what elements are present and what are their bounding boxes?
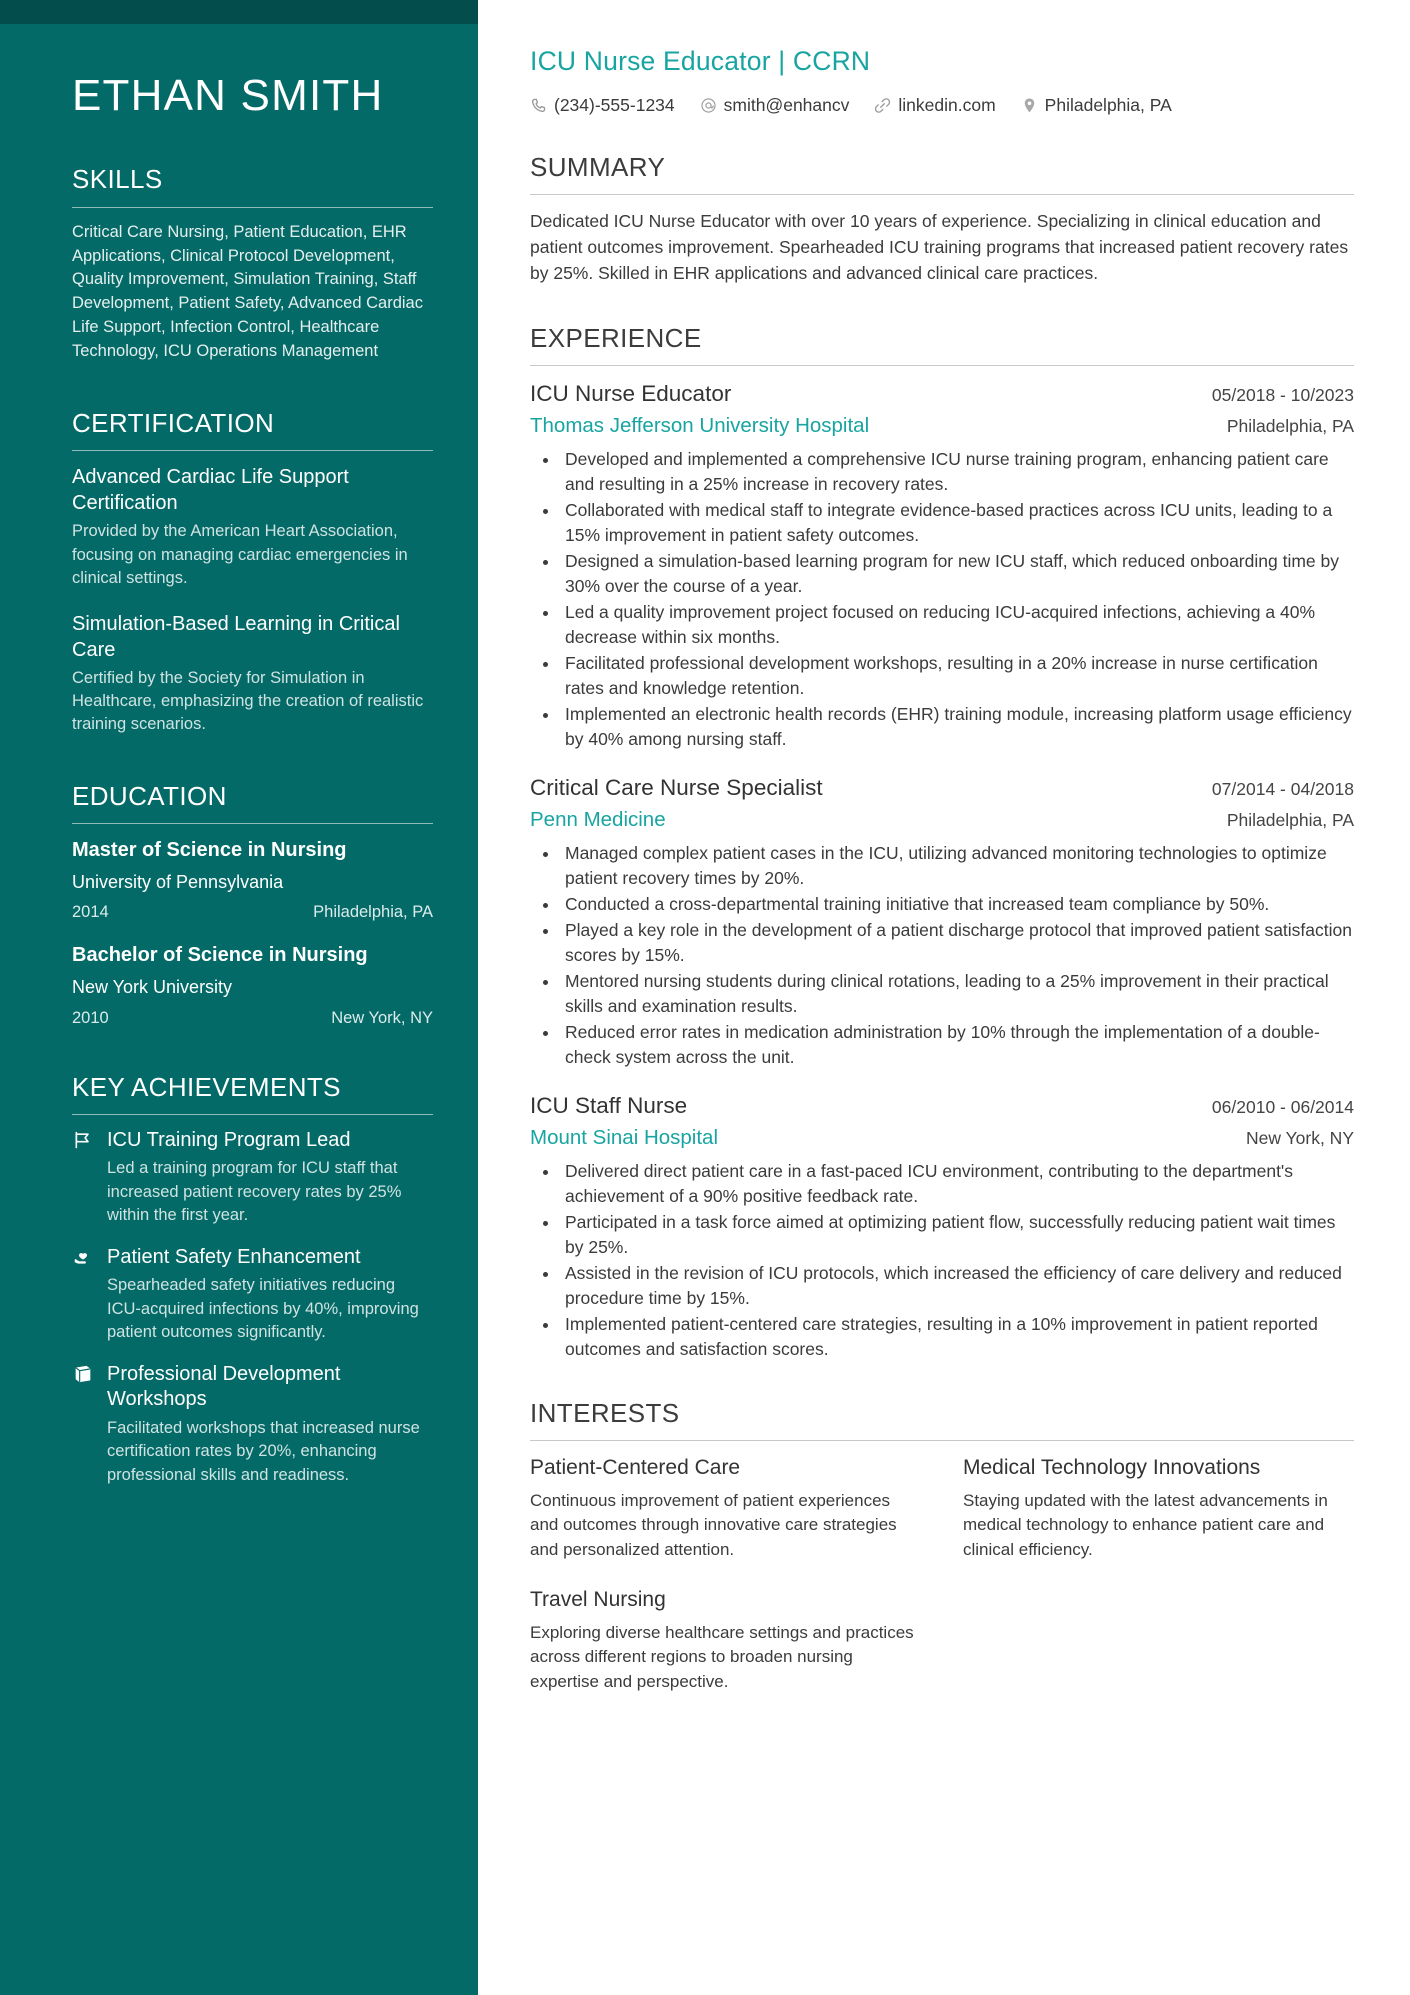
link-icon — [874, 97, 891, 114]
interest-title: Patient-Centered Care — [530, 1456, 741, 1480]
location-pin-icon — [1021, 97, 1038, 114]
education-item — [72, 837, 433, 922]
experience-title-row — [530, 379, 1354, 408]
achievement-item — [72, 1362, 433, 1487]
email-icon — [700, 97, 717, 114]
experience-bullets — [530, 447, 1354, 752]
achievement-header — [72, 1245, 433, 1271]
experience-section — [530, 323, 1354, 1362]
book-icon — [72, 1362, 94, 1386]
interests-section — [530, 1398, 1354, 1695]
education-meta — [72, 903, 433, 922]
experience-title-row — [530, 1091, 1354, 1120]
interest-description: Staying updated with the latest advancements in medical technology to enhance patient care and clinical efficiency. — [963, 1490, 1328, 1559]
divider — [72, 207, 433, 208]
certification-item — [72, 464, 433, 590]
achievement-description: Spearheaded safety initiatives reducing ICU-acquired infections by 40%, improving patient outcomes significantly. — [107, 1276, 419, 1342]
divider — [72, 1114, 433, 1115]
skills-section — [72, 164, 433, 364]
education-year: 2014 — [72, 903, 109, 922]
certification-description: Certified by the Society for Simulation in Healthcare, emphasizing the creation of realistic training scenarios. — [72, 668, 424, 734]
experience-bullet: • Delivered direct patient care in a fast-paced ICU environment, contributing to the department's achievement of a 90% positive feedback rate. — [560, 1159, 1354, 1209]
contact-location — [1021, 95, 1172, 116]
certification-description: Provided by the American Heart Association, focusing on managing cardiac emergencies in clinical settings. — [72, 522, 408, 588]
experience-bullet: • Mentored nursing students during clinical rotations, leading to a 25% improvement in their practical skills and examination results. — [560, 969, 1354, 1019]
achievement-title: ICU Training Program Lead — [107, 1128, 351, 1151]
certification-section — [72, 408, 433, 737]
experience-company: Mount Sinai Hospital — [530, 1126, 719, 1150]
education-degree: Master of Science in Nursing — [72, 839, 347, 862]
certification-item — [72, 611, 433, 737]
experience-company: Thomas Jefferson University Hospital — [530, 414, 870, 438]
heart-in-hand-icon — [72, 1245, 94, 1269]
sidebar-top-band — [0, 0, 478, 24]
contact-location-text: Philadelphia, PA — [1044, 94, 1172, 115]
experience-bullet: • Led a quality improvement project focused on reducing ICU-acquired infections, achieving a 40% decrease within six months. — [560, 600, 1354, 650]
experience-dates: 06/2010 - 06/2014 — [1211, 1097, 1354, 1118]
interest-title: Medical Technology Innovations — [963, 1456, 1261, 1480]
education-location: New York, NY — [331, 1008, 433, 1027]
experience-heading: EXPERIENCE — [530, 322, 702, 353]
divider — [530, 1440, 1354, 1441]
education-location: Philadelphia, PA — [313, 903, 433, 922]
experience-bullet: • Implemented an electronic health records (EHR) training module, increasing platform usage efficiency by 40% among nursing staff. — [560, 702, 1354, 752]
divider — [530, 194, 1354, 195]
achievement-item — [72, 1245, 433, 1345]
key-achievements-section — [72, 1072, 433, 1487]
experience-title-row — [530, 773, 1354, 802]
experience-bullet: • Facilitated professional development workshops, resulting in a 20% increase in nurse certification rates and knowledge retention. — [560, 651, 1354, 701]
achievement-title: Professional Development Workshops — [107, 1362, 341, 1411]
skills-list: Critical Care Nursing, Patient Education, EHR Applications, Clinical Protocol Development, Quality Improvement, Simulation Training, Staff Development, Patient Safety, Advanced Cardiac Life Support, Infection Control, Healthcare Technology, ICU Operations Management — [72, 222, 423, 361]
experience-bullets — [530, 841, 1354, 1070]
interest-description: Continuous improvement of patient experiences and outcomes through innovative care strategies and personalized attention. — [530, 1490, 897, 1559]
candidate-name: ETHAN SMITH — [72, 71, 384, 120]
experience-bullet: • Participated in a task force aimed at optimizing patient flow, successfully reducing patient wait times by 25%. — [560, 1210, 1354, 1260]
experience-company-row — [530, 807, 1354, 834]
contact-link[interactable] — [874, 95, 995, 116]
certification-title: Advanced Cardiac Life Support Certification — [72, 466, 349, 515]
experience-bullet: • Developed and implemented a comprehensive ICU nurse training program, enhancing patient care and resulting in a 25% increase in recovery rates. — [560, 447, 1354, 497]
education-section — [72, 781, 433, 1028]
experience-bullet: • Assisted in the revision of ICU protocols, which increased the efficiency of care delivery and reduced procedure time by 15%. — [560, 1261, 1354, 1311]
education-meta — [72, 1009, 433, 1028]
education-heading: EDUCATION — [72, 780, 227, 811]
education-school: University of Pennsylvania — [72, 872, 284, 893]
achievement-header — [72, 1128, 433, 1154]
contact-phone[interactable] — [530, 95, 675, 116]
experience-dates: 05/2018 - 10/2023 — [1211, 384, 1354, 405]
education-item — [72, 942, 433, 1027]
divider — [530, 365, 1354, 366]
key-achievements-heading: KEY ACHIEVEMENTS — [72, 1071, 341, 1102]
experience-bullet: • Managed complex patient cases in the ICU, utilizing advanced monitoring technologies to optimize patient recovery times by 20%. — [560, 841, 1354, 891]
achievement-description: Led a training program for ICU staff that increased patient recovery rates by 25% within the first year. — [107, 1159, 402, 1225]
achievement-header — [72, 1362, 433, 1413]
headline: ICU Nurse Educator | CCRN — [530, 46, 871, 76]
experience-role: Critical Care Nurse Specialist — [530, 775, 823, 800]
experience-company-row — [530, 413, 1354, 440]
summary-text: Dedicated ICU Nurse Educator with over 10 years of experience. Specializing in clinical education and patient outcomes improvement. Spearheaded ICU training programs that increased patient recovery rates by 25%. Skilled in EHR applications and advanced clinical care practices. — [530, 210, 1349, 284]
education-degree: Bachelor of Science in Nursing — [72, 944, 368, 967]
education-school: New York University — [72, 977, 233, 998]
flag-icon — [72, 1128, 94, 1152]
experience-bullet: • Implemented patient-centered care strategies, resulting in a 10% improvement in patient reported outcomes and satisfaction scores. — [560, 1312, 1354, 1362]
experience-bullet: • Reduced error rates in medication administration by 10% through the implementation of a double-check system across the unit. — [560, 1020, 1354, 1070]
experience-bullet: • Collaborated with medical staff to integrate evidence-based practices across ICU units, leading to a 15% improvement in patient safety outcomes. — [560, 498, 1354, 548]
main-column — [478, 0, 1410, 1995]
achievement-item — [72, 1128, 433, 1228]
skills-heading: SKILLS — [72, 164, 163, 195]
experience-bullets — [530, 1159, 1354, 1362]
achievement-title: Patient Safety Enhancement — [107, 1245, 361, 1268]
interest-title: Travel Nursing — [530, 1588, 666, 1612]
interests-grid — [530, 1454, 1354, 1694]
experience-location: Philadelphia, PA — [1226, 416, 1354, 437]
phone-icon — [530, 97, 547, 114]
experience-location: New York, NY — [1246, 1128, 1354, 1149]
achievement-description: Facilitated workshops that increased nurse certification rates by 20%, enhancing professional skills and readiness. — [107, 1418, 420, 1484]
divider — [72, 450, 433, 451]
certification-heading: CERTIFICATION — [72, 408, 275, 439]
experience-item — [530, 1091, 1354, 1362]
experience-item — [530, 773, 1354, 1070]
contact-email-text: smith@enhancv — [723, 94, 850, 115]
interest-item — [530, 1454, 921, 1562]
summary-section — [530, 152, 1354, 287]
experience-bullet: • Conducted a cross-departmental training initiative that increased team compliance by 50%. — [560, 892, 1354, 917]
interests-heading: INTERESTS — [530, 1398, 680, 1429]
certification-title: Simulation-Based Learning in Critical Care — [72, 612, 400, 661]
contact-link-text: linkedin.com — [898, 94, 996, 115]
divider — [72, 823, 433, 824]
experience-item — [530, 379, 1354, 752]
experience-bullet: • Designed a simulation-based learning program for new ICU staff, which reduced onboarding time by 30% over the course of a year. — [560, 549, 1354, 599]
contact-phone-text: (234)-555-1234 — [554, 94, 675, 115]
experience-dates: 07/2014 - 04/2018 — [1211, 779, 1354, 799]
experience-bullet: • Played a key role in the development of a patient discharge protocol that improved patient satisfaction scores by 15%. — [560, 918, 1354, 968]
contact-email[interactable] — [700, 95, 850, 116]
education-year: 2010 — [72, 1008, 109, 1027]
interest-description: Exploring diverse healthcare settings and practices across different regions to broaden nursing expertise and perspective. — [530, 1622, 914, 1692]
summary-heading: SUMMARY — [530, 151, 666, 182]
experience-company-row — [530, 1125, 1354, 1152]
contact-row — [530, 95, 1354, 116]
experience-company: Penn Medicine — [530, 808, 666, 832]
interest-item — [530, 1586, 921, 1694]
sidebar — [0, 0, 478, 1995]
interest-item — [963, 1454, 1354, 1562]
experience-role: ICU Staff Nurse — [530, 1093, 688, 1119]
experience-location: Philadelphia, PA — [1226, 810, 1354, 831]
experience-role: ICU Nurse Educator — [530, 380, 732, 406]
